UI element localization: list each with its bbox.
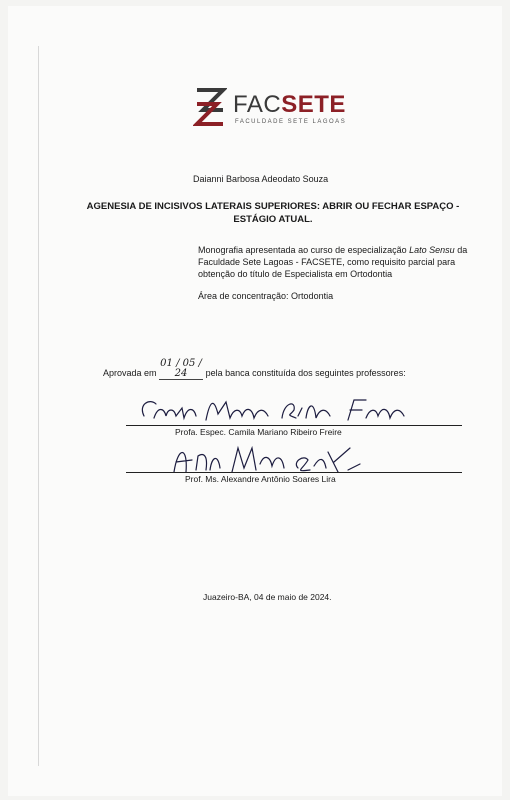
signatory-name-2: Prof. Ms. Alexandre Antônio Soares Lira	[185, 474, 336, 484]
monograph-italic: Lato Sensu	[409, 245, 455, 255]
signature-line-1	[126, 425, 462, 426]
thesis-title-line2: ESTÁGIO ATUAL.	[233, 214, 313, 225]
author-name: Daianni Barbosa Adeodato Souza	[193, 174, 329, 184]
monograph-prefix: Monografia apresentada ao curso de especialização	[198, 245, 410, 255]
approval-suffix: pela banca constituída dos seguintes professores:	[205, 368, 406, 378]
logo-wordmark	[233, 91, 346, 119]
approval-line	[103, 359, 406, 380]
approval-prefix: Aprovada em	[103, 368, 157, 378]
approval-date-handwritten: 01 / 05 / 24	[160, 358, 202, 379]
monograph-suffix: da Faculdade Sete Lagoas - FACSETE, como requisito parcial para obtenção do título de Especialista em Ortodontia	[198, 245, 468, 279]
document-page	[8, 6, 502, 796]
thesis-title-line1: AGENESIA DE INCISIVOS LATERAIS SUPERIORES: ABRIR OU FECHAR ESPAÇO -	[86, 201, 460, 212]
logo-wordmark-sete: SETE	[281, 91, 346, 118]
place-and-date: Juazeiro-BA, 04 de maio de 2024.	[203, 592, 332, 602]
facsete-logo	[193, 86, 353, 136]
logo-wordmark-fac: FAC	[233, 91, 282, 118]
monograph-statement	[198, 244, 483, 280]
logo-subtitle: FACULDADE SETE LAGOAS	[235, 119, 347, 125]
thesis-title	[68, 200, 478, 226]
facsete-logo-icon	[193, 86, 227, 128]
signature-1	[136, 394, 416, 428]
signatory-name-1: Profa. Espec. Camila Mariano Ribeiro Freire	[175, 427, 342, 437]
concentration-area: Área de concentração: Ortodontia	[198, 291, 334, 301]
signature-line-2	[126, 472, 462, 473]
